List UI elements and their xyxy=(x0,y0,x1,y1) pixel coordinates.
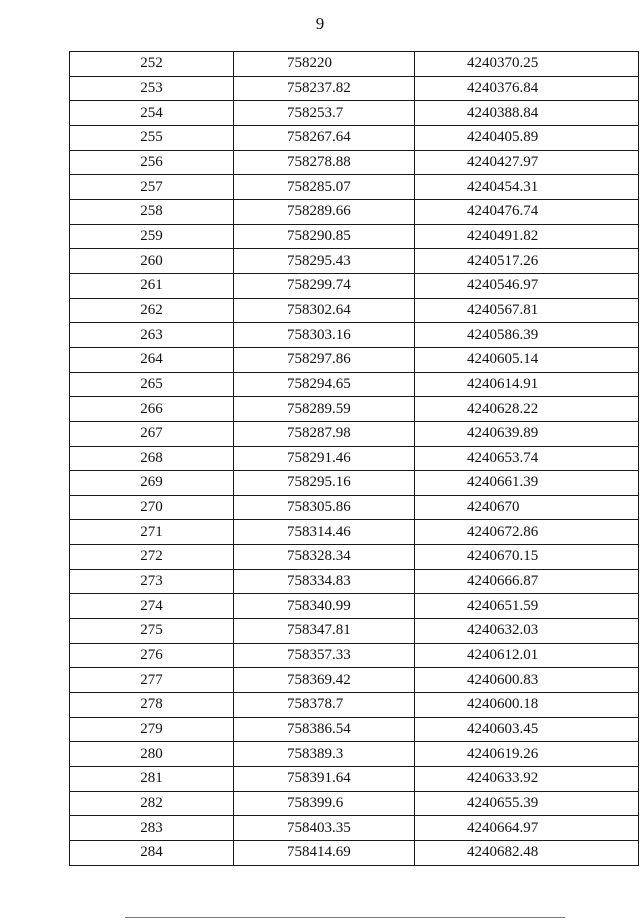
page-number: 9 xyxy=(315,14,325,33)
table-row xyxy=(70,767,639,792)
table-row xyxy=(70,199,639,224)
point-number-cell: 284 xyxy=(70,841,234,866)
table-row xyxy=(70,175,639,200)
x-coordinate-cell: 758220 xyxy=(234,52,415,77)
x-coordinate-cell: 758299.74 xyxy=(234,273,415,298)
point-number-cell: 272 xyxy=(70,545,234,570)
y-coordinate-cell: 4240612.01 xyxy=(415,643,639,668)
point-number-cell: 266 xyxy=(70,397,234,422)
coordinates-table xyxy=(69,51,639,866)
x-coordinate-cell: 758347.81 xyxy=(234,619,415,644)
x-coordinate-cell: 758237.82 xyxy=(234,76,415,101)
point-number-cell: 283 xyxy=(70,816,234,841)
x-coordinate-cell: 758328.34 xyxy=(234,545,415,570)
point-number-cell: 277 xyxy=(70,668,234,693)
y-coordinate-cell: 4240476.74 xyxy=(415,199,639,224)
x-coordinate-cell: 758295.43 xyxy=(234,249,415,274)
x-coordinate-cell: 758357.33 xyxy=(234,643,415,668)
point-number-cell: 260 xyxy=(70,249,234,274)
table-row xyxy=(70,545,639,570)
y-coordinate-cell: 4240653.74 xyxy=(415,446,639,471)
table-row xyxy=(70,249,639,274)
table-row xyxy=(70,594,639,619)
point-number-cell: 275 xyxy=(70,619,234,644)
y-coordinate-cell: 4240600.18 xyxy=(415,693,639,718)
point-number-cell: 270 xyxy=(70,495,234,520)
x-coordinate-cell: 758294.65 xyxy=(234,372,415,397)
x-coordinate-cell: 758386.54 xyxy=(234,717,415,742)
point-number-cell: 258 xyxy=(70,199,234,224)
point-number-cell: 252 xyxy=(70,52,234,77)
point-number-cell: 259 xyxy=(70,224,234,249)
table-row xyxy=(70,841,639,866)
x-coordinate-cell: 758303.16 xyxy=(234,323,415,348)
coordinates-table-body xyxy=(70,52,639,866)
y-coordinate-cell: 4240600.83 xyxy=(415,668,639,693)
y-coordinate-cell: 4240670.15 xyxy=(415,545,639,570)
point-number-cell: 268 xyxy=(70,446,234,471)
x-coordinate-cell: 758289.59 xyxy=(234,397,415,422)
x-coordinate-cell: 758389.3 xyxy=(234,742,415,767)
x-coordinate-cell: 758340.99 xyxy=(234,594,415,619)
point-number-cell: 265 xyxy=(70,372,234,397)
y-coordinate-cell: 4240655.39 xyxy=(415,791,639,816)
x-coordinate-cell: 758399.6 xyxy=(234,791,415,816)
y-coordinate-cell: 4240405.89 xyxy=(415,125,639,150)
point-number-cell: 261 xyxy=(70,273,234,298)
table-row xyxy=(70,693,639,718)
x-coordinate-cell: 758305.86 xyxy=(234,495,415,520)
table-row xyxy=(70,816,639,841)
table-row xyxy=(70,76,639,101)
table-row xyxy=(70,495,639,520)
x-coordinate-cell: 758391.64 xyxy=(234,767,415,792)
table-row xyxy=(70,273,639,298)
point-number-cell: 253 xyxy=(70,76,234,101)
point-number-cell: 271 xyxy=(70,520,234,545)
x-coordinate-cell: 758267.64 xyxy=(234,125,415,150)
y-coordinate-cell: 4240614.91 xyxy=(415,372,639,397)
y-coordinate-cell: 4240567.81 xyxy=(415,298,639,323)
y-coordinate-cell: 4240670 xyxy=(415,495,639,520)
table-row xyxy=(70,569,639,594)
table-row xyxy=(70,372,639,397)
point-number-cell: 282 xyxy=(70,791,234,816)
x-coordinate-cell: 758278.88 xyxy=(234,150,415,175)
point-number-cell: 273 xyxy=(70,569,234,594)
point-number-cell: 280 xyxy=(70,742,234,767)
table-row xyxy=(70,125,639,150)
table-row xyxy=(70,471,639,496)
point-number-cell: 263 xyxy=(70,323,234,348)
y-coordinate-cell: 4240603.45 xyxy=(415,717,639,742)
x-coordinate-cell: 758414.69 xyxy=(234,841,415,866)
x-coordinate-cell: 758302.64 xyxy=(234,298,415,323)
y-coordinate-cell: 4240664.97 xyxy=(415,816,639,841)
table-row xyxy=(70,446,639,471)
y-coordinate-cell: 4240666.87 xyxy=(415,569,639,594)
y-coordinate-cell: 4240376.84 xyxy=(415,76,639,101)
y-coordinate-cell: 4240586.39 xyxy=(415,323,639,348)
y-coordinate-cell: 4240546.97 xyxy=(415,273,639,298)
table-row xyxy=(70,791,639,816)
point-number-cell: 256 xyxy=(70,150,234,175)
table-row xyxy=(70,717,639,742)
table-row xyxy=(70,421,639,446)
y-coordinate-cell: 4240628.22 xyxy=(415,397,639,422)
x-coordinate-cell: 758295.16 xyxy=(234,471,415,496)
x-coordinate-cell: 758285.07 xyxy=(234,175,415,200)
y-coordinate-cell: 4240517.26 xyxy=(415,249,639,274)
table-row xyxy=(70,52,639,77)
y-coordinate-cell: 4240632.03 xyxy=(415,619,639,644)
point-number-cell: 257 xyxy=(70,175,234,200)
x-coordinate-cell: 758289.66 xyxy=(234,199,415,224)
point-number-cell: 274 xyxy=(70,594,234,619)
y-coordinate-cell: 4240682.48 xyxy=(415,841,639,866)
table-row xyxy=(70,150,639,175)
table-row xyxy=(70,643,639,668)
point-number-cell: 264 xyxy=(70,347,234,372)
point-number-cell: 278 xyxy=(70,693,234,718)
point-number-cell: 254 xyxy=(70,101,234,126)
x-coordinate-cell: 758291.46 xyxy=(234,446,415,471)
table-row xyxy=(70,347,639,372)
y-coordinate-cell: 4240661.39 xyxy=(415,471,639,496)
point-number-cell: 262 xyxy=(70,298,234,323)
y-coordinate-cell: 4240427.97 xyxy=(415,150,639,175)
y-coordinate-cell: 4240619.26 xyxy=(415,742,639,767)
y-coordinate-cell: 4240633.92 xyxy=(415,767,639,792)
x-coordinate-cell: 758287.98 xyxy=(234,421,415,446)
point-number-cell: 267 xyxy=(70,421,234,446)
x-coordinate-cell: 758334.83 xyxy=(234,569,415,594)
table-row xyxy=(70,619,639,644)
x-coordinate-cell: 758369.42 xyxy=(234,668,415,693)
y-coordinate-cell: 4240605.14 xyxy=(415,347,639,372)
x-coordinate-cell: 758297.86 xyxy=(234,347,415,372)
point-number-cell: 255 xyxy=(70,125,234,150)
x-coordinate-cell: 758403.35 xyxy=(234,816,415,841)
table-row xyxy=(70,668,639,693)
point-number-cell: 269 xyxy=(70,471,234,496)
table-row xyxy=(70,742,639,767)
point-number-cell: 276 xyxy=(70,643,234,668)
bottom-divider xyxy=(125,917,565,918)
y-coordinate-cell: 4240454.31 xyxy=(415,175,639,200)
x-coordinate-cell: 758253.7 xyxy=(234,101,415,126)
table-row xyxy=(70,298,639,323)
table-row xyxy=(70,397,639,422)
y-coordinate-cell: 4240651.59 xyxy=(415,594,639,619)
table-row xyxy=(70,101,639,126)
point-number-cell: 279 xyxy=(70,717,234,742)
y-coordinate-cell: 4240370.25 xyxy=(415,52,639,77)
x-coordinate-cell: 758314.46 xyxy=(234,520,415,545)
y-coordinate-cell: 4240672.86 xyxy=(415,520,639,545)
x-coordinate-cell: 758378.7 xyxy=(234,693,415,718)
y-coordinate-cell: 4240491.82 xyxy=(415,224,639,249)
y-coordinate-cell: 4240388.84 xyxy=(415,101,639,126)
y-coordinate-cell: 4240639.89 xyxy=(415,421,639,446)
table-row xyxy=(70,520,639,545)
x-coordinate-cell: 758290.85 xyxy=(234,224,415,249)
point-number-cell: 281 xyxy=(70,767,234,792)
table-row xyxy=(70,224,639,249)
table-row xyxy=(70,323,639,348)
